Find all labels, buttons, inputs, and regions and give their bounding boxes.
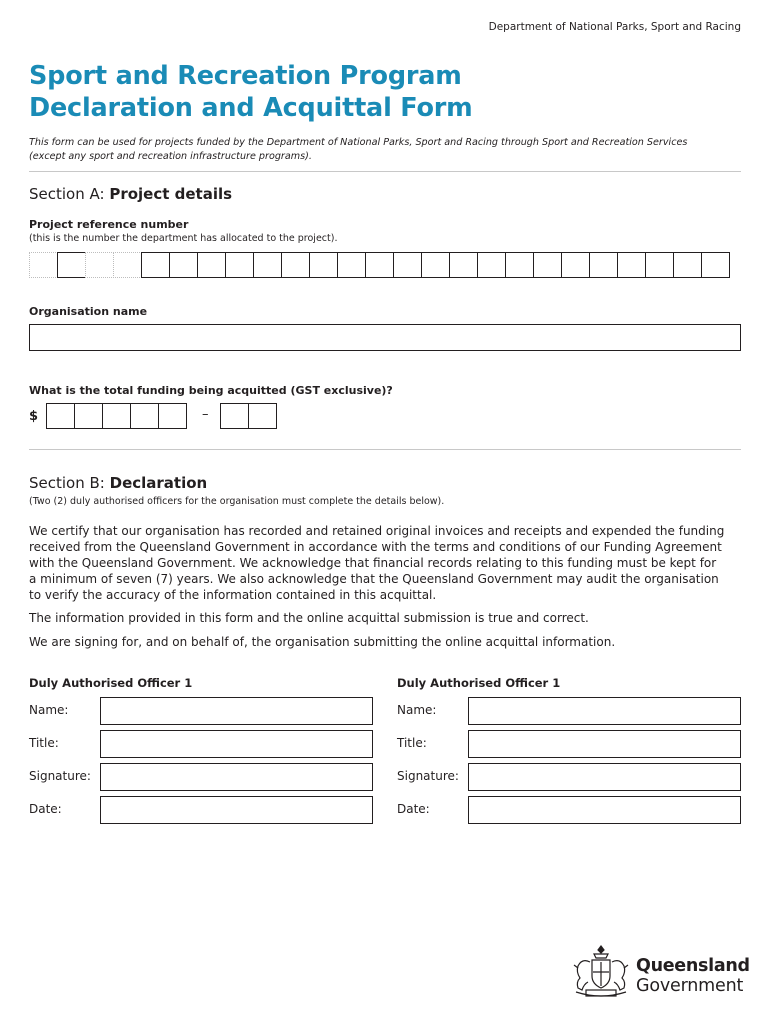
project-ref-digit-16[interactable] bbox=[449, 252, 478, 278]
declaration-line-4: a minimum of seven (7) years. We also acknowledge that the Queensland Government may audit the organisation bbox=[29, 572, 719, 586]
section-a-heading bbox=[29, 185, 232, 203]
divider bbox=[29, 449, 741, 450]
funding-dollar-digit-4[interactable] bbox=[130, 403, 159, 429]
officer-1-name-label: Name: bbox=[29, 703, 69, 717]
funding-cents-digit-2[interactable] bbox=[248, 403, 277, 429]
project-ref-digit-25[interactable] bbox=[701, 252, 730, 278]
project-ref-digit-17[interactable] bbox=[477, 252, 506, 278]
project-ref-digit-11[interactable] bbox=[309, 252, 338, 278]
intro-text bbox=[29, 136, 741, 164]
project-reference-label: Project reference number bbox=[29, 218, 189, 231]
declaration-line-5: to verify the accuracy of the information contained in this acquittal. bbox=[29, 588, 437, 602]
declaration-paragraph bbox=[29, 523, 749, 603]
project-ref-digit-10[interactable] bbox=[281, 252, 310, 278]
form-title bbox=[29, 60, 473, 124]
funding-cents-boxes bbox=[220, 403, 277, 429]
section-a-title: Project details bbox=[109, 185, 233, 203]
funding-cents-digit-1[interactable] bbox=[220, 403, 249, 429]
organisation-name-field[interactable] bbox=[29, 324, 741, 351]
project-ref-digit-5[interactable] bbox=[141, 252, 170, 278]
intro-line-1: This form can be used for projects funded by the Department of National Parks, Sport and Racing through Sport and Recreation Services bbox=[29, 137, 688, 148]
declaration-line-3: with the Queensland Government. We acknowledge that financial records relating to this funding must be kept for bbox=[29, 556, 717, 570]
officer-2-name-field[interactable] bbox=[468, 697, 741, 725]
section-a-prefix: Section A: bbox=[29, 185, 110, 203]
funding-dollar-digit-3[interactable] bbox=[102, 403, 131, 429]
declaration-truth-statement: The information provided in this form and the online acquittal submission is true and correct. bbox=[29, 611, 589, 625]
currency-symbol: $ bbox=[29, 409, 39, 424]
officer-1-date-field[interactable] bbox=[100, 796, 373, 824]
intro-line-2: (except any sport and recreation infrastructure programs). bbox=[29, 151, 312, 162]
project-ref-digit-23[interactable] bbox=[645, 252, 674, 278]
section-b-title: Declaration bbox=[109, 474, 208, 492]
queensland-government-logo bbox=[570, 942, 750, 1002]
project-ref-digit-20[interactable] bbox=[561, 252, 590, 278]
project-ref-digit-6[interactable] bbox=[169, 252, 198, 278]
project-ref-digit-24[interactable] bbox=[673, 252, 702, 278]
officer-1-name-field[interactable] bbox=[100, 697, 373, 725]
amount-separator: – bbox=[202, 407, 209, 422]
officer-1-date-label: Date: bbox=[29, 802, 62, 816]
project-reference-hint: (this is the number the department has allocated to the project). bbox=[29, 233, 338, 244]
project-ref-digit-15[interactable] bbox=[421, 252, 450, 278]
officer-2-signature-label: Signature: bbox=[397, 769, 459, 783]
funding-dollar-digit-2[interactable] bbox=[74, 403, 103, 429]
project-ref-digit-13[interactable] bbox=[365, 252, 394, 278]
project-ref-digit-1[interactable] bbox=[29, 252, 58, 278]
project-ref-digit-7[interactable] bbox=[197, 252, 226, 278]
project-ref-digit-8[interactable] bbox=[225, 252, 254, 278]
project-ref-digit-18[interactable] bbox=[505, 252, 534, 278]
coat-of-arms-icon bbox=[570, 942, 632, 1000]
project-ref-digit-22[interactable] bbox=[617, 252, 646, 278]
declaration-signing-statement: We are signing for, and on behalf of, the organisation submitting the online acquittal information. bbox=[29, 635, 616, 649]
officer-2-date-label: Date: bbox=[397, 802, 430, 816]
funding-dollar-digit-5[interactable] bbox=[158, 403, 187, 429]
funding-label: What is the total funding being acquitted (GST exclusive)? bbox=[29, 384, 393, 397]
project-ref-digit-14[interactable] bbox=[393, 252, 422, 278]
officer-2-name-label: Name: bbox=[397, 703, 437, 717]
officer-2-signature-field[interactable] bbox=[468, 763, 741, 791]
officer-1-signature-field[interactable] bbox=[100, 763, 373, 791]
project-ref-digit-12[interactable] bbox=[337, 252, 366, 278]
form-title-line-2: Declaration and Acquittal Form bbox=[29, 93, 473, 123]
project-ref-digit-9[interactable] bbox=[253, 252, 282, 278]
project-ref-digit-3[interactable] bbox=[85, 252, 114, 278]
department-name: Department of National Parks, Sport and Racing bbox=[488, 21, 741, 33]
funding-dollar-digit-1[interactable] bbox=[46, 403, 75, 429]
divider bbox=[29, 171, 741, 172]
officer-2-title-field[interactable] bbox=[468, 730, 741, 758]
declaration-line-1: We certify that our organisation has recorded and retained original invoices and receipts and expended the funding bbox=[29, 524, 725, 538]
form-title-line-1: Sport and Recreation Program bbox=[29, 61, 462, 91]
officer-2-date-field[interactable] bbox=[468, 796, 741, 824]
section-b-prefix: Section B: bbox=[29, 474, 110, 492]
organisation-name-label: Organisation name bbox=[29, 305, 148, 318]
project-reference-boxes bbox=[29, 252, 730, 278]
project-ref-digit-19[interactable] bbox=[533, 252, 562, 278]
project-ref-digit-21[interactable] bbox=[589, 252, 618, 278]
project-ref-digit-4[interactable] bbox=[113, 252, 142, 278]
declaration-line-2: received from the Queensland Government in accordance with the terms and conditions of our Funding Agreement bbox=[29, 540, 722, 554]
logo-government: Government bbox=[636, 976, 744, 996]
officer-1-heading: Duly Authorised Officer 1 bbox=[29, 676, 193, 690]
officer-1-signature-label: Signature: bbox=[29, 769, 91, 783]
funding-dollars-boxes bbox=[46, 403, 187, 429]
officer-1-title-field[interactable] bbox=[100, 730, 373, 758]
officer-1-title-label: Title: bbox=[29, 736, 59, 750]
officer-2-title-label: Title: bbox=[397, 736, 427, 750]
logo-queensland: Queensland bbox=[636, 956, 750, 976]
section-b-heading bbox=[29, 474, 207, 492]
project-ref-digit-2[interactable] bbox=[57, 252, 86, 278]
officer-2-heading: Duly Authorised Officer 1 bbox=[397, 676, 561, 690]
section-b-hint: (Two (2) duly authorised officers for the organisation must complete the details below). bbox=[29, 496, 445, 507]
